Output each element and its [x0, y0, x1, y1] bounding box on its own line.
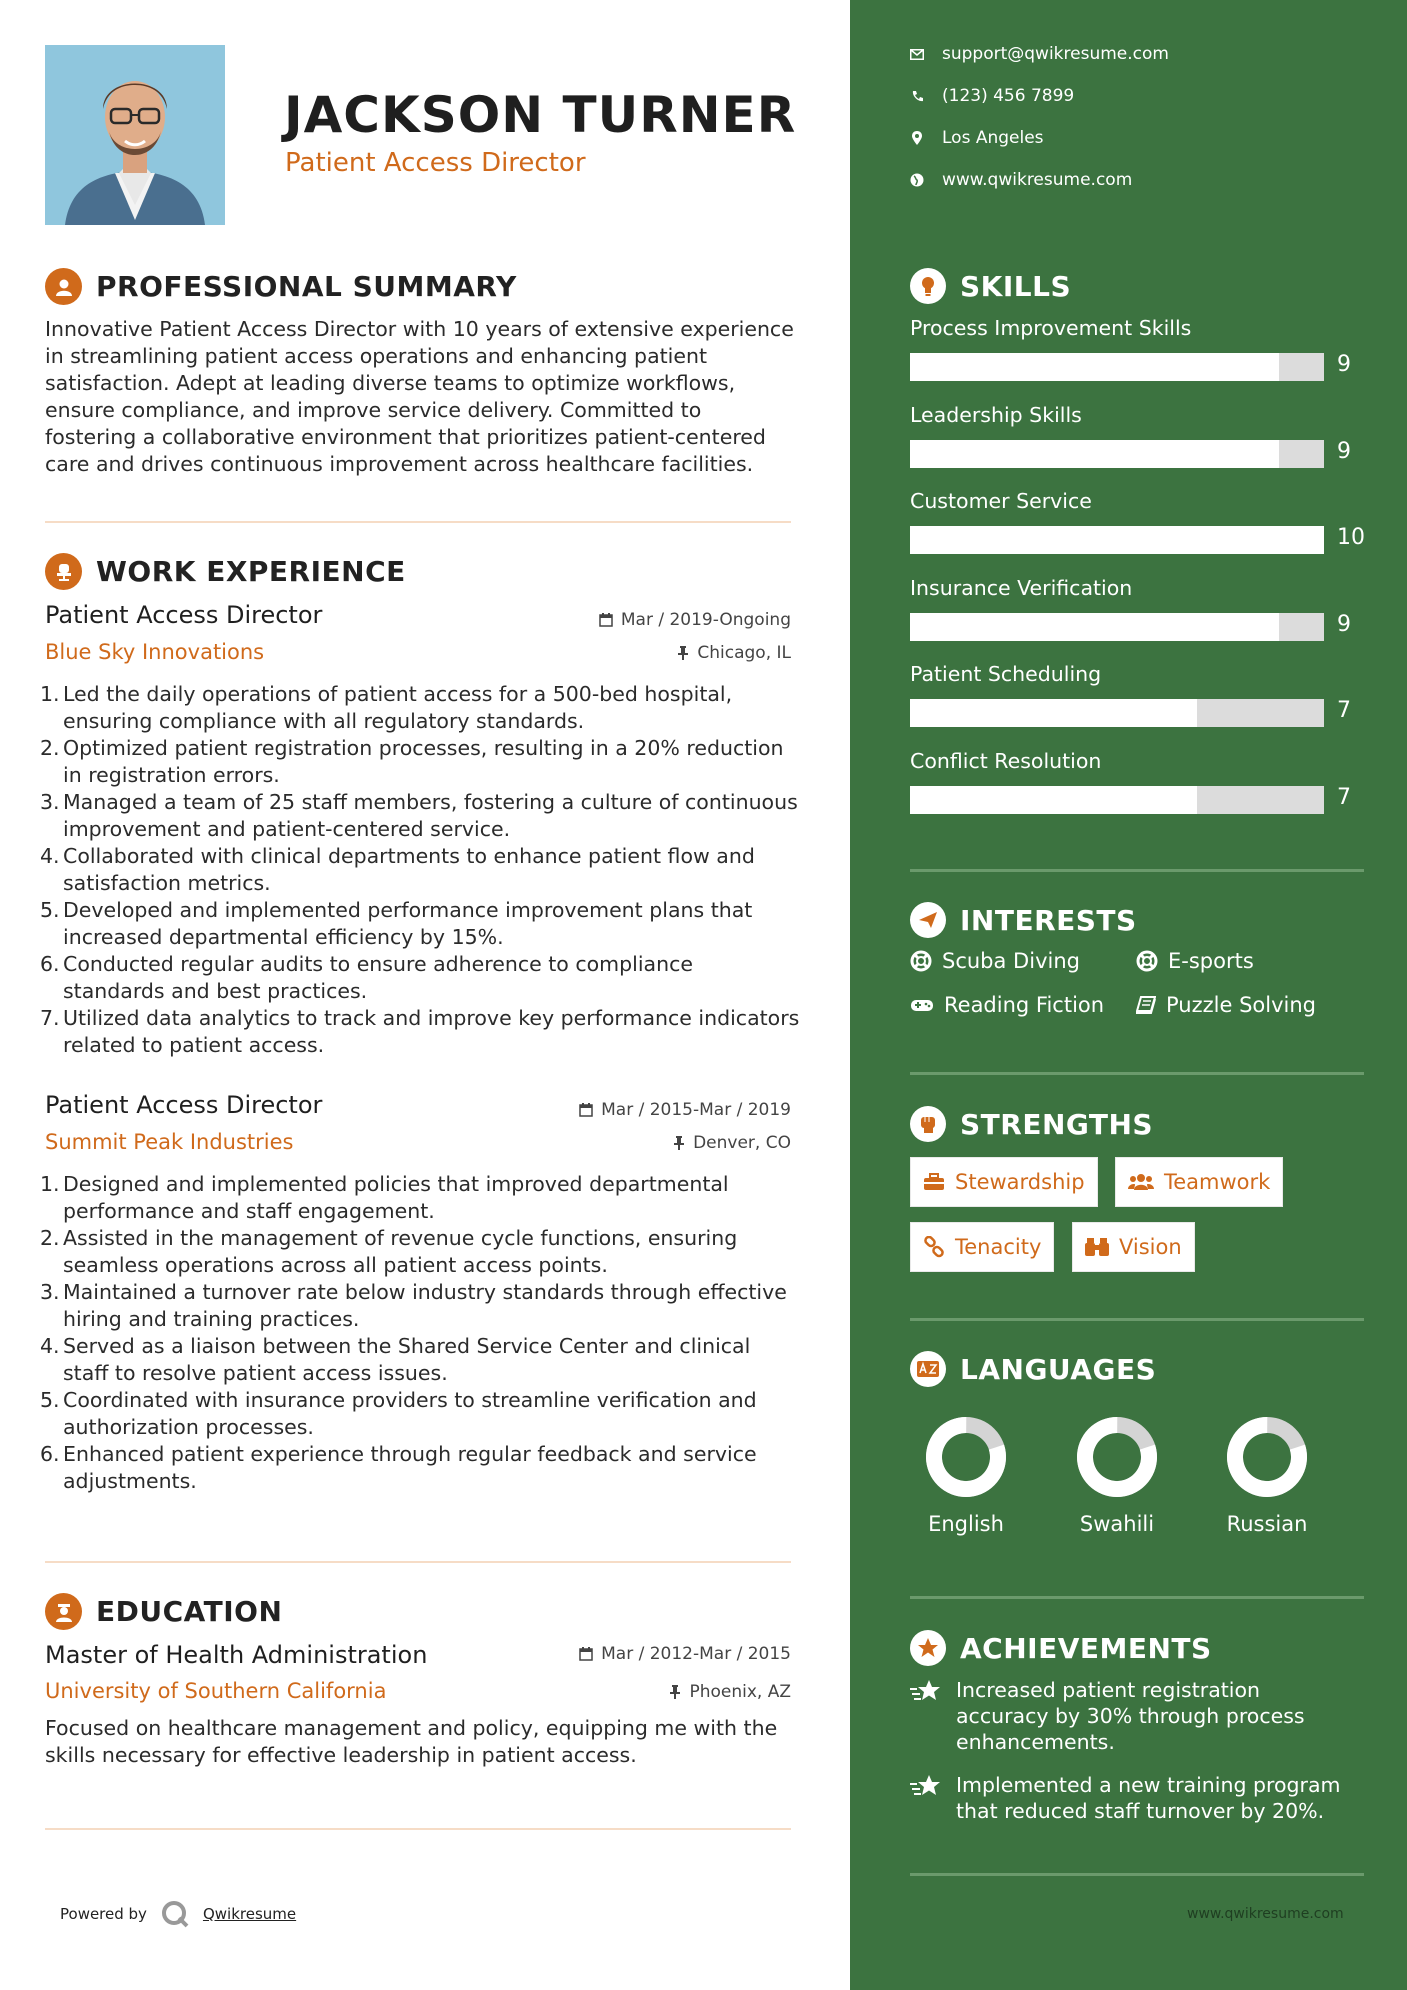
skill-bar — [910, 526, 1324, 554]
job-location-text: Denver, CO — [693, 1133, 791, 1153]
paper-plane-icon — [910, 902, 946, 938]
list-item: 7. Utilized data analytics to track and improve key performance indicators related to patient access. — [40, 1006, 800, 1057]
interest-label: E-sports — [1168, 949, 1254, 973]
pin-icon — [677, 646, 689, 660]
contact-email[interactable] — [910, 44, 1169, 64]
language-item — [906, 1412, 1026, 1536]
strength-tag — [1115, 1157, 1283, 1207]
list-item: 5. Developed and implemented performance improvement plans that increased departmental efficiency by 15%. — [40, 898, 753, 949]
achievement-item — [910, 1677, 1350, 1755]
achievement-text: Implemented a new training program that reduced staff turnover by 20%. — [956, 1773, 1341, 1823]
education-text: Focused on healthcare management and policy, equipping me with the skills necessary for effective leadership in patient access. — [45, 1716, 778, 1767]
strengths-title: STRENGTHS — [960, 1107, 1154, 1141]
job-dates-text: Mar / 2015-Mar / 2019 — [601, 1100, 791, 1120]
skill-value: 10 — [1337, 525, 1365, 550]
education-title: EDUCATION — [96, 1595, 283, 1628]
skill-bar — [910, 699, 1324, 727]
section-divider — [45, 1828, 791, 1830]
interests-title: INTERESTS — [960, 903, 1137, 937]
strength-tag — [910, 1222, 1054, 1272]
skill-value: 9 — [1337, 611, 1351, 637]
skill-value: 7 — [1337, 784, 1351, 810]
school-name: University of Southern California — [45, 1679, 387, 1703]
summary-heading — [45, 268, 517, 305]
skill-bar-fill — [910, 699, 1197, 727]
strength-label: Teamwork — [1164, 1170, 1271, 1194]
experience-title: WORK EXPERIENCE — [96, 555, 406, 588]
interest-label: Reading Fiction — [944, 993, 1105, 1017]
language-item — [1057, 1412, 1177, 1536]
location-pin-icon — [912, 131, 922, 145]
skill-label: Process Improvement Skills — [910, 316, 1192, 340]
brand-link[interactable]: Qwikresume — [202, 1905, 297, 1923]
section-divider — [910, 1318, 1364, 1321]
list-item: 1. Designed and implemented policies that improved departmental performance and staff engagement. — [40, 1172, 729, 1223]
calendar-icon — [599, 613, 613, 627]
skill-bar — [910, 440, 1324, 468]
skill-value: 9 — [1337, 438, 1351, 464]
link-icon — [923, 1236, 945, 1258]
list-item: 3. Managed a team of 25 staff members, fostering a culture of continuous improvement and patient-centered service. — [40, 790, 798, 841]
list-item: 6. Conducted regular audits to ensure adherence to compliance standards and best practices. — [40, 952, 693, 1003]
interest-item — [910, 993, 1104, 1017]
strength-tag — [910, 1157, 1098, 1207]
list-item: 5. Coordinated with insurance providers to streamline verification and authorization processes. — [40, 1388, 757, 1439]
language-donut — [1057, 1412, 1177, 1502]
languages-heading — [910, 1351, 1156, 1387]
contact-website-text: www.qwikresume.com — [942, 170, 1133, 190]
degree-title: Master of Health Administration — [45, 1641, 428, 1669]
languages-title: LANGUAGES — [960, 1352, 1157, 1386]
job-location-text: Chicago, IL — [697, 643, 791, 663]
calendar-icon — [579, 1103, 593, 1117]
list-item: 4. Collaborated with clinical departments to enhance patient flow and satisfaction metrics. — [40, 844, 755, 895]
strength-label: Stewardship — [955, 1170, 1085, 1194]
section-divider — [910, 1072, 1364, 1075]
skill-value: 9 — [1337, 352, 1351, 377]
achievement-item — [910, 1772, 1350, 1824]
achievements-heading — [910, 1630, 1212, 1666]
contact-location — [910, 128, 1044, 148]
life-ring-icon — [1136, 950, 1158, 972]
skill-label: Leadership Skills — [910, 402, 1082, 427]
job-company: Summit Peak Industries — [45, 1130, 294, 1154]
strength-tag — [1072, 1222, 1195, 1272]
profile-photo — [45, 45, 225, 225]
footer-url[interactable]: www.qwikresume.com — [1187, 1906, 1344, 1922]
job-bullets — [40, 1171, 800, 1495]
skill-bar-fill — [910, 613, 1279, 641]
job-dates-text: Mar / 2019-Ongoing — [620, 610, 791, 630]
fist-icon — [910, 1106, 946, 1142]
calendar-icon — [579, 1647, 593, 1661]
list-item: 2. Assisted in the management of revenue cycle functions, ensuring seamless operations across all patient access points. — [40, 1226, 738, 1277]
job-title: Patient Access Director — [45, 1091, 323, 1119]
user-icon — [45, 268, 82, 305]
list-item: 1. Led the daily operations of patient access for a 500-bed hospital, ensuring compliance with all regulatory standards. — [40, 682, 733, 733]
summary-text: Innovative Patient Access Director with 10 years of extensive experience in streamlining patient access operations and enhancing patient satisfaction. Adept at leading diverse teams to optimize workflows, ensure compliance, and improve service delivery. Committed to fostering a collaborative environment that prioritizes patient-centered care and drives continuous improvement across healthcare facilities. — [45, 317, 794, 476]
achievement-text: Increased patient registration accuracy by 30% through process enhancements. — [956, 1678, 1305, 1754]
interest-item — [1136, 993, 1316, 1017]
contact-phone[interactable] — [910, 86, 1074, 106]
experience-heading — [45, 553, 406, 590]
pin-icon — [673, 1136, 685, 1150]
powered-by — [60, 1900, 296, 1928]
education-location — [669, 1682, 791, 1702]
qwikresume-logo-icon — [161, 1900, 189, 1928]
language-item — [1207, 1412, 1327, 1536]
phone-icon — [911, 90, 924, 103]
briefcase-chair-icon — [45, 553, 82, 590]
skill-bar — [910, 786, 1324, 814]
gamepad-icon — [910, 997, 934, 1013]
job-location — [673, 1133, 791, 1153]
strengths-heading — [910, 1106, 1153, 1142]
job-dates — [599, 610, 791, 630]
skills-title: SKILLS — [960, 269, 1072, 303]
language-label: Russian — [1226, 1512, 1308, 1536]
summary-title: PROFESSIONAL SUMMARY — [96, 270, 517, 303]
language-label: English — [928, 1512, 1004, 1536]
job-location — [677, 643, 791, 663]
section-divider — [910, 1873, 1364, 1876]
list-item: 4. Served as a liaison between the Shared Service Center and clinical staff to resolve patient access issues. — [40, 1334, 751, 1385]
skill-bar-fill — [910, 526, 1324, 554]
interests-heading — [910, 902, 1137, 938]
briefcase-icon — [923, 1173, 945, 1191]
contact-phone-text: (123) 456 7899 — [942, 86, 1075, 106]
list-item: 3. Maintained a turnover rate below industry standards through effective hiring and training practices. — [40, 1280, 787, 1331]
contact-email-text: support@qwikresume.com — [942, 44, 1169, 64]
pin-icon — [669, 1685, 681, 1699]
graduate-icon — [45, 1593, 82, 1630]
section-divider — [910, 1596, 1364, 1599]
lightbulb-icon — [910, 268, 946, 304]
skill-bar-fill — [910, 440, 1279, 468]
powered-by-label: Powered by — [60, 1905, 147, 1923]
education-dates-text: Mar / 2012-Mar / 2015 — [601, 1644, 791, 1664]
skill-label: Insurance Verification — [910, 575, 1133, 600]
strength-label: Tenacity — [955, 1235, 1042, 1259]
skill-bar — [910, 353, 1324, 381]
section-divider — [910, 869, 1364, 872]
education-heading — [45, 1593, 282, 1630]
star-badge-icon — [910, 1630, 946, 1666]
skill-label: Customer Service — [910, 489, 1092, 513]
list-item: 2. Optimized patient registration processes, resulting in a 20% reduction in registration errors. — [40, 736, 784, 787]
shooting-star-icon — [910, 1679, 942, 1703]
section-divider — [45, 1561, 791, 1563]
shooting-star-icon — [910, 1774, 942, 1798]
skill-bar-fill — [910, 786, 1197, 814]
contact-website[interactable] — [910, 170, 1132, 190]
skill-label: Patient Scheduling — [910, 662, 1102, 686]
language-label: Swahili — [1079, 1512, 1155, 1536]
strength-label: Vision — [1119, 1235, 1182, 1259]
skill-bar-fill — [910, 353, 1279, 381]
interest-label: Puzzle Solving — [1166, 993, 1316, 1017]
list-item: 6. Enhanced patient experience through regular feedback and service adjustments. — [40, 1442, 757, 1493]
candidate-role: Patient Access Director — [285, 148, 586, 178]
interest-item — [1136, 949, 1254, 973]
skill-bar — [910, 613, 1324, 641]
skill-label: Conflict Resolution — [910, 748, 1102, 773]
life-ring-icon — [910, 950, 932, 972]
candidate-name: JACKSON TURNER — [284, 86, 797, 144]
achievements-title: ACHIEVEMENTS — [960, 1631, 1212, 1665]
globe-icon — [910, 173, 924, 187]
job-bullets — [40, 681, 800, 1059]
skills-heading — [910, 268, 1071, 304]
book-icon — [1136, 996, 1156, 1014]
interest-item — [910, 949, 1080, 973]
skill-value: 7 — [1337, 698, 1351, 723]
binoculars-icon — [1085, 1237, 1109, 1257]
contact-location-text: Los Angeles — [942, 128, 1044, 148]
envelope-icon — [910, 49, 924, 60]
translate-icon — [910, 1351, 946, 1387]
job-dates — [579, 1100, 791, 1120]
language-donut — [1207, 1412, 1327, 1502]
job-title: Patient Access Director — [45, 601, 323, 629]
users-icon — [1128, 1173, 1154, 1191]
education-location-text: Phoenix, AZ — [689, 1682, 791, 1702]
language-donut — [906, 1412, 1026, 1502]
job-company: Blue Sky Innovations — [45, 640, 265, 664]
section-divider — [45, 521, 791, 523]
interest-label: Scuba Diving — [942, 949, 1080, 973]
education-dates — [579, 1644, 791, 1664]
sidebar — [850, 0, 1407, 1990]
